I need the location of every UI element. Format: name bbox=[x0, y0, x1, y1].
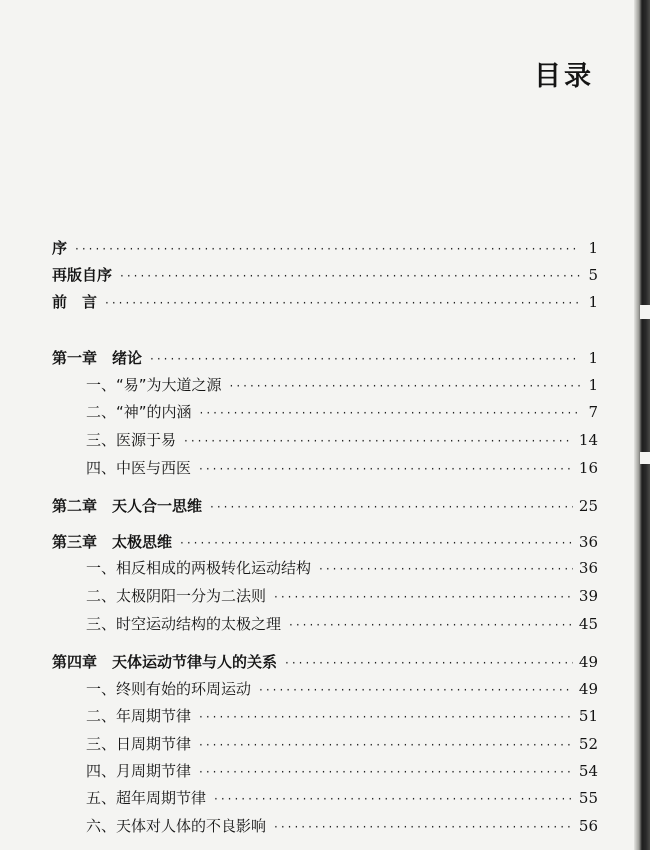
toc-entry-title: 一、相反相成的两极转化运动结构 bbox=[86, 559, 312, 577]
toc-entry-title: 四、月周期节律 bbox=[86, 762, 192, 780]
toc-page-number: 52 bbox=[578, 735, 598, 753]
toc-entry-title: 第三章 太极思维 bbox=[52, 533, 173, 551]
toc-chapter-entry bbox=[52, 263, 598, 285]
toc-page-number: 56 bbox=[578, 817, 598, 835]
toc-section-entry bbox=[86, 814, 598, 836]
toc-leader-dots bbox=[210, 498, 573, 516]
toc-leader-dots bbox=[230, 377, 580, 395]
toc-entry-title: 六、天体对人体的不良影响 bbox=[86, 817, 267, 835]
toc-section-entry bbox=[86, 584, 598, 606]
toc-leader-dots bbox=[150, 350, 580, 368]
toc-entry-title: 第二章 天人合一思维 bbox=[52, 497, 203, 515]
toc-page-number: 39 bbox=[578, 587, 598, 605]
toc-leader-dots bbox=[75, 240, 580, 258]
toc-entry-title: 序 bbox=[52, 239, 68, 257]
toc-entry-title: 前 言 bbox=[52, 293, 98, 311]
toc-leader-dots bbox=[319, 560, 573, 578]
toc-entry-title: 三、医源于易 bbox=[86, 431, 177, 449]
toc-chapter-entry bbox=[52, 290, 598, 312]
toc-page-number: 36 bbox=[578, 559, 598, 577]
toc-page-number: 51 bbox=[578, 707, 598, 725]
toc-entry-title: 四、中医与西医 bbox=[86, 459, 192, 477]
toc-leader-dots bbox=[274, 818, 573, 836]
toc-leader-dots bbox=[214, 790, 573, 808]
toc-page-number: 54 bbox=[578, 762, 598, 780]
toc-page-number: 1 bbox=[588, 239, 598, 257]
toc-leader-dots bbox=[180, 534, 573, 552]
toc-chapter-entry bbox=[52, 236, 598, 258]
toc-entry-title: 再版自序 bbox=[52, 266, 113, 284]
toc-page-number: 1 bbox=[588, 293, 598, 311]
toc-chapter-entry bbox=[52, 494, 598, 516]
toc-entry-title: 一、“易”为大道之源 bbox=[86, 376, 222, 394]
toc-entry-title: 三、日周期节律 bbox=[86, 735, 192, 753]
toc-page-number: 25 bbox=[578, 497, 598, 515]
toc-page-number: 36 bbox=[578, 533, 598, 551]
toc-section-entry bbox=[86, 456, 598, 478]
toc-entry-title: 五、超年周期节律 bbox=[86, 789, 207, 807]
toc-chapter-entry bbox=[52, 346, 598, 368]
toc-leader-dots bbox=[199, 736, 573, 754]
toc-entry-title: 二、“神”的内涵 bbox=[86, 403, 192, 421]
toc-chapter-entry bbox=[52, 530, 598, 552]
toc-section-entry bbox=[86, 373, 598, 395]
toc-section-entry bbox=[86, 400, 598, 422]
toc-leader-dots bbox=[199, 708, 573, 726]
toc-section-entry bbox=[86, 428, 598, 450]
toc-section-entry bbox=[86, 612, 598, 634]
toc-chapter-entry bbox=[52, 650, 598, 672]
toc-entry-title: 三、时空运动结构的太极之理 bbox=[86, 615, 282, 633]
toc-page-number: 49 bbox=[578, 653, 598, 671]
toc-page-number: 14 bbox=[578, 431, 598, 449]
toc-section-entry bbox=[86, 759, 598, 781]
toc-section-entry bbox=[86, 704, 598, 726]
binding-notch bbox=[640, 305, 650, 319]
toc-entry-title: 二、太极阴阳一分为二法则 bbox=[86, 587, 267, 605]
toc-page-number: 55 bbox=[578, 789, 598, 807]
toc-section-entry bbox=[86, 677, 598, 699]
toc-page-number: 5 bbox=[588, 266, 598, 284]
toc-leader-dots bbox=[184, 432, 573, 450]
toc-page-number: 7 bbox=[588, 403, 598, 421]
book-binding-edge bbox=[634, 0, 650, 850]
toc-leader-dots bbox=[200, 404, 580, 422]
toc-leader-dots bbox=[259, 681, 573, 699]
toc-leader-dots bbox=[199, 763, 573, 781]
toc-page-number: 49 bbox=[578, 680, 598, 698]
page-title: 目录 bbox=[534, 61, 594, 92]
toc-section-entry bbox=[86, 786, 598, 808]
toc-page-number: 16 bbox=[578, 459, 598, 477]
toc-leader-dots bbox=[274, 588, 573, 606]
toc-section-entry bbox=[86, 732, 598, 754]
toc-entry-title: 第一章 绪论 bbox=[52, 349, 143, 367]
toc-leader-dots bbox=[285, 654, 573, 672]
toc-entry-title: 二、年周期节律 bbox=[86, 707, 192, 725]
toc-page-number: 1 bbox=[588, 376, 598, 394]
toc-section-entry bbox=[86, 556, 598, 578]
toc-entry-title: 第四章 天体运动节律与人的关系 bbox=[52, 653, 278, 671]
toc-page-number: 45 bbox=[578, 615, 598, 633]
toc-page-number: 1 bbox=[588, 349, 598, 367]
toc-leader-dots bbox=[199, 460, 573, 478]
toc-leader-dots bbox=[105, 294, 580, 312]
binding-notch bbox=[640, 452, 650, 464]
toc-leader-dots bbox=[120, 267, 580, 285]
toc-leader-dots bbox=[289, 616, 573, 634]
toc-entry-title: 一、终则有始的环周运动 bbox=[86, 680, 252, 698]
